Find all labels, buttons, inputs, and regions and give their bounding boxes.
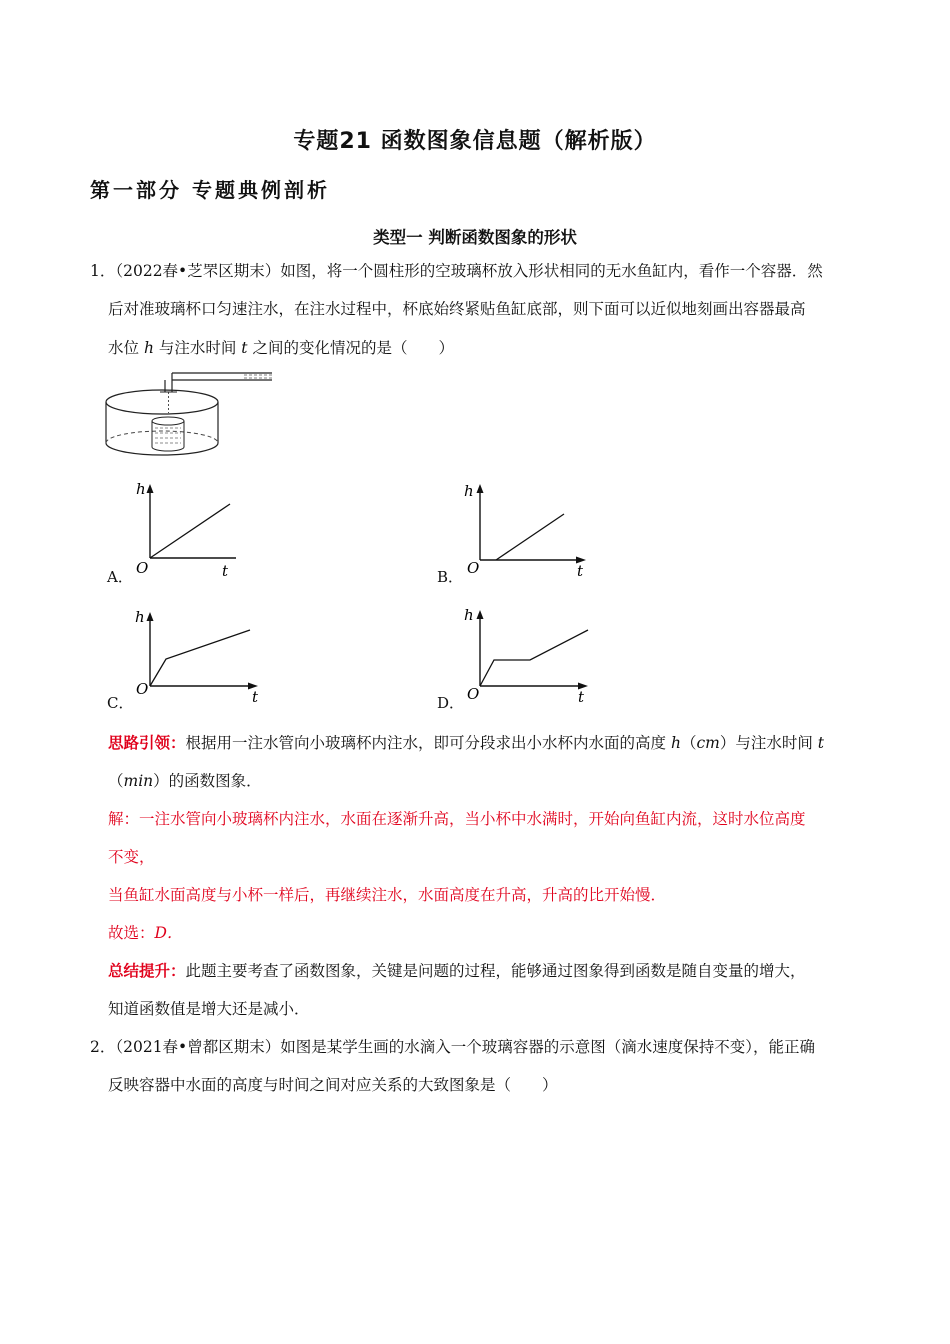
solution-answer: 故选：D． xyxy=(108,924,183,942)
solution-line3: 当鱼缸水面高度与小杯一样后，再继续注水，水面高度在升高，升高的比开始慢． xyxy=(108,886,667,904)
q1-line3: 水位 h 与注水时间 t 之间的变化情况的是（ ） xyxy=(108,339,454,357)
option-c-label: C． xyxy=(107,694,134,712)
graph-a xyxy=(128,478,248,578)
solution-line1: 解：一注水管向小玻璃杯内注水，水面在逐渐升高，当小杯中水满时，开始向鱼缸内流，这时水位高度 xyxy=(108,810,806,828)
graph-a-t-label: t xyxy=(222,562,229,578)
option-b-label: B． xyxy=(437,568,464,586)
summary-label: 总结提升： xyxy=(108,962,186,980)
graph-c-curve xyxy=(150,630,250,686)
part-heading: 第一部分 专题典例剖析 xyxy=(90,178,330,202)
graph-b-curve xyxy=(496,514,564,560)
graph-d-origin-label: O xyxy=(467,685,480,703)
graph-c-t-label: t xyxy=(252,688,259,704)
summary-line2: 知道函数值是增大还是减小． xyxy=(108,1000,310,1018)
q2-line2: 反映容器中水面的高度与时间之间对应关系的大致图象是（ ） xyxy=(108,1076,558,1094)
graph-a-origin-label: O xyxy=(136,559,149,577)
graph-a-h-label: h xyxy=(136,480,146,498)
graph-a-curve xyxy=(150,504,230,558)
hint-line1: 思路引领：根据用一注水管向小玻璃杯内注水，即可分段求出小水杯内水面的高度 h（cm）与注水时间 t xyxy=(108,734,825,752)
q1-line1: 1．（2022春•芝罘区期末）如图，将一个圆柱形的空玻璃杯放入形状相同的无水鱼缸内，看作一个容器．然 xyxy=(90,262,823,280)
graph-b-t-label: t xyxy=(577,562,584,578)
page-title: 专题21 函数图象信息题（解析版） xyxy=(293,129,657,154)
option-a-label: A． xyxy=(107,568,133,586)
graph-c-h-label: h xyxy=(135,608,145,626)
graph-b xyxy=(460,478,595,578)
graph-c-origin-label: O xyxy=(136,680,149,698)
graph-d-h-label: h xyxy=(464,606,474,624)
graph-b-origin-label: O xyxy=(467,559,480,577)
graph-c xyxy=(128,604,268,704)
graph-d-t-label: t xyxy=(578,688,585,704)
option-d-label: D． xyxy=(437,694,465,712)
solution-line2: 不变， xyxy=(108,848,155,866)
hint-label: 思路引领： xyxy=(108,734,186,752)
graph-b-h-label: h xyxy=(464,482,474,500)
summary-line1: 总结提升：此题主要考查了函数图象，关键是问题的过程，能够通过图象得到函数是随自变量的增大， xyxy=(108,962,806,980)
hint-line2: （min）的函数图象． xyxy=(108,772,262,790)
type-heading: 类型一 判断函数图象的形状 xyxy=(373,228,577,247)
graph-d xyxy=(460,604,600,704)
q1-line2: 后对准玻璃杯口匀速注水，在注水过程中，杯底始终紧贴鱼缸底部，则下面可以近似地刻画出容器最高 xyxy=(108,300,806,318)
fish-tank-figure xyxy=(100,365,285,467)
q2-line1: 2．（2021春•曾都区期末）如图是某学生画的水滴入一个玻璃容器的示意图（滴水速度保持不变），能正确 xyxy=(90,1038,815,1056)
graph-d-curve xyxy=(480,630,588,686)
